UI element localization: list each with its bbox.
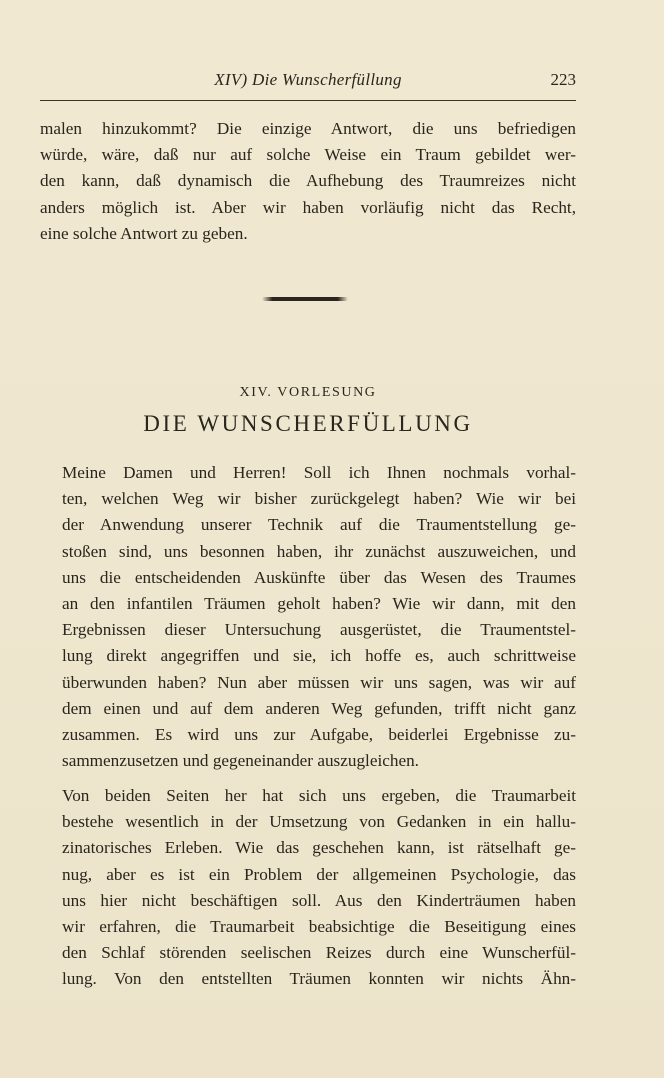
text-line: ten, welchen Weg wir bisher zurückgelegt haben? Wie wir bei	[62, 489, 576, 509]
text-line: Ergebnissen dieser Untersuchung ausgerüstet, die Traumentstel-	[62, 620, 576, 640]
continued-paragraph	[40, 116, 576, 247]
text-line: den kann, daß dynamisch die Aufhebung des Traumreizes nicht	[40, 171, 576, 191]
text-line: anders möglich ist. Aber wir haben vorläufig nicht das Recht,	[40, 197, 576, 217]
page-number: 223	[550, 70, 576, 89]
paragraph-two	[40, 783, 576, 993]
text-line: Von beiden Seiten her hat sich uns ergeben, die Traumarbeit	[62, 786, 576, 805]
text-line: bestehe wesentlich in der Umsetzung von Gedanken in ein hallu-	[62, 812, 576, 832]
running-head	[40, 70, 576, 96]
text-line: der Anwendung unserer Technik auf die Traumentstellung ge-	[62, 515, 576, 535]
text-line: uns die entscheidenden Auskünfte über das Wesen des Traumes	[62, 567, 576, 587]
text-line: den Schlaf störenden seelischen Reizes durch eine Wunscherfül-	[62, 943, 576, 963]
text-line: lung direkt angegriffen und sie, ich hoffe es, auch schrittweise	[62, 646, 576, 666]
text-line: dem einen und auf dem anderen Weg gefunden, trifft nicht ganz	[62, 698, 576, 718]
text-line: zusammen. Es wird uns zur Aufgabe, beiderlei Ergebnisse zu-	[62, 725, 576, 745]
paragraph-one	[40, 460, 576, 774]
text-line: wir erfahren, die Traumarbeit beabsichtige die Beseitigung eines	[62, 917, 576, 937]
text-line: zinatorisches Erleben. Wie das geschehen kann, ist rätselhaft ge-	[62, 838, 576, 858]
text-line: sammenzusetzen und gegeneinander auszugleichen.	[62, 751, 419, 771]
text-line: malen hinzukommt? Die einzige Antwort, die uns befriedigen	[40, 119, 576, 138]
chapter-title: DIE WUNSCHERFÜLLUNG	[143, 411, 473, 436]
text-line: nug, aber es ist ein Problem der allgemeinen Psychologie, das	[62, 864, 576, 884]
text-line: stoßen sind, uns besonnen haben, ihr zunächst auszuweichen, und	[62, 541, 576, 561]
text-line: lung. Von den entstellten Träumen konnten wir nichts Ähn-	[62, 969, 576, 989]
text-line: an den infantilen Träumen geholt haben? Wie wir dann, mit den	[62, 594, 576, 614]
section-divider-ornament	[262, 297, 348, 301]
header-rule	[40, 100, 576, 101]
running-title: XIV) Die Wunscherfüllung	[214, 70, 402, 89]
text-line: überwunden haben? Nun aber müssen wir uns sagen, was wir auf	[62, 672, 576, 692]
text-line: Meine Damen und Herren! Soll ich Ihnen nochmals vorhal-	[62, 463, 576, 482]
text-line: uns hier nicht beschäftigen soll. Aus den Kinderträumen haben	[62, 890, 576, 910]
text-line: eine solche Antwort zu geben.	[40, 223, 248, 243]
text-line: würde, wäre, daß nur auf solche Weise ein Traum gebildet wer-	[40, 145, 576, 165]
lecture-label: XIV. VORLESUNG	[239, 385, 377, 400]
